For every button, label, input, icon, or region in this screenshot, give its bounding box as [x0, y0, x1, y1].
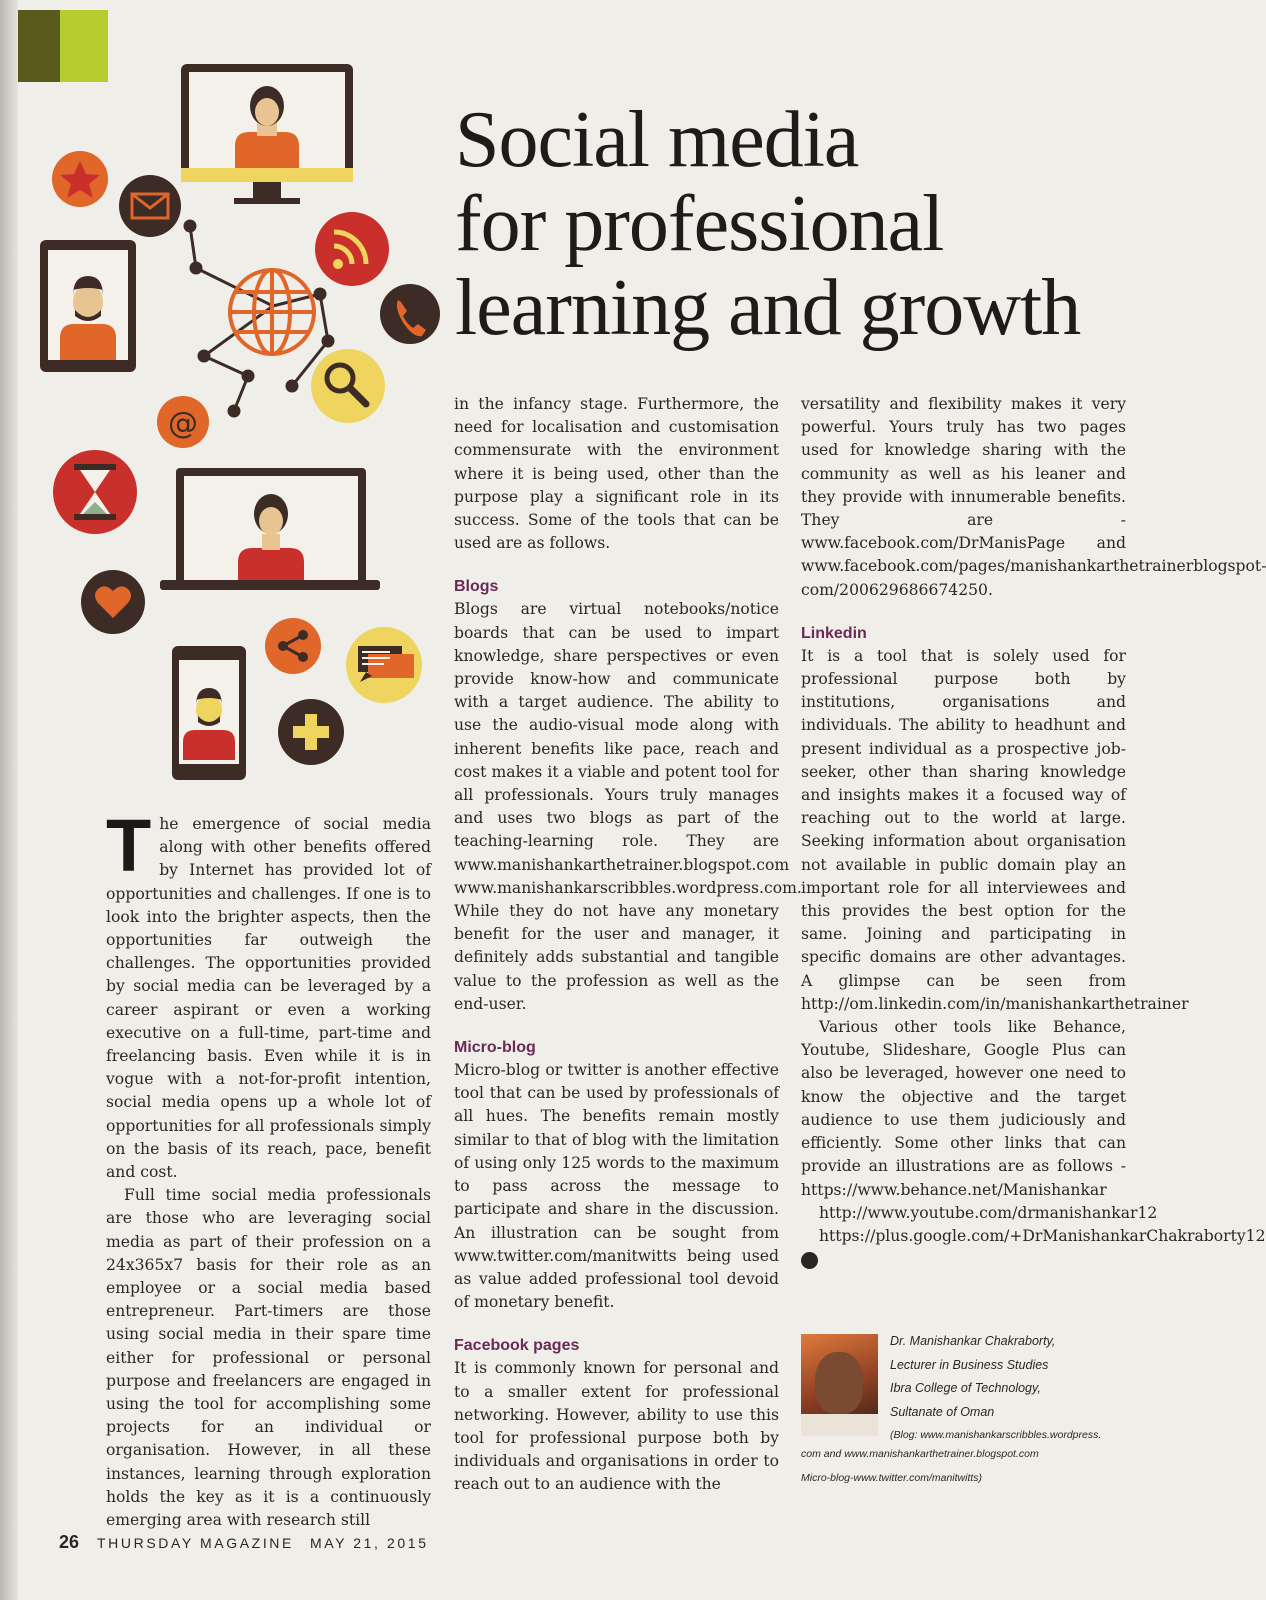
paragraph-fulltime: Full time social media professionals are those who are leveraging social media as part of their profession on a 24x365x7 basis for their role as an employee or a social media based entrepreneur. Part-timers are those using social media in their spare time either for professional or personal purpose and freelancers are engaged in using the tool for accomplishing some projects for an individual or organisation. However, in all these instances, learning through exploration holds the key as it is a continuously emerging area with research still	[106, 1186, 431, 1530]
author-shirt	[801, 1414, 878, 1436]
heading-facebook-pages: Facebook pages	[454, 1337, 580, 1355]
author-blog-line-1: (Blog: www.manishankarscribbles.wordpress.	[890, 1429, 1102, 1441]
paragraph-blogs: Blogs are virtual notebooks/notice boards that can be used to impart knowledge, share perspectives or even provide know-how and communicate with a target audience. The ability to use the audio-visual mode along with inherent benefits like pace, reach and cost makes it a viable and potent tool for all professionals. Yours truly manages and uses two blogs as part of the teaching-learning role. They are www.manishankarthetrainer.blogspot.com www.manishankarscribbles.wordpress.com. While they do not have any monetary benefit for the user and manager, it definitely adds substantial and tangible value to the profession as well as the end-user.	[454, 600, 802, 1013]
rss-icon	[315, 212, 389, 286]
search-icon	[311, 349, 385, 423]
hourglass-icon	[53, 450, 137, 534]
paragraph-other-tools: Various other tools like Behance, Youtube, Slideshare, Google Plus can also be leveraged, however one need to know the objective and the target audience to use them judiciously and efficiently. Some other links that can provide an illustrations are as follows - https://www.behance.net/Manishankar	[801, 1018, 1126, 1199]
end-mark-icon: C	[801, 1252, 818, 1269]
author-country: Sultanate of Oman	[890, 1404, 995, 1419]
title-line-1: Social media	[455, 96, 859, 184]
heart-icon	[81, 570, 145, 634]
author-role: Lecturer in Business Studies	[890, 1357, 1049, 1372]
youtube-link: http://www.youtube.com/drmanishankar12	[819, 1203, 1158, 1222]
network-lines	[185, 221, 333, 416]
share-icon	[265, 618, 321, 674]
google-plus-text: https://plus.google.com/+DrManishankarChakraborty12	[819, 1226, 1266, 1245]
mail-icon	[119, 175, 181, 237]
page-gutter-shadow	[0, 0, 18, 1600]
heading-blogs: Blogs	[454, 578, 499, 596]
page-number: 26	[59, 1532, 80, 1552]
chat-icon	[346, 627, 422, 703]
paragraph-linkedin: It is a tool that is solely used for professional purpose both by institutions, organisations and individuals. The ability to headhunt and present individual as a prospective job-seeker, other than sharing knowledge and insights makes it a focused way of reaching out to the world at large. Seeking information about organisation not available in public domain play an important role for all interviewees and this provides the best option for the same. Joining and participating in specific domains are other advantages. A glimpse can be seen from http://om.linkedin.com/in/manishankarthetrainer	[801, 646, 1189, 1013]
globe-network-icon	[230, 270, 314, 354]
google-plus-link	[801, 1225, 1266, 1271]
paragraph-infancy: in the infancy stage. Furthermore, the need for localisation and customisation commensurate with the environment where it is being used, other than the purpose play a significant role in its success. Some of the tools that can be used are as follows.	[454, 395, 779, 553]
author-photo	[801, 1334, 878, 1436]
paragraph-facebook: It is commonly known for personal and to a smaller extent for professional networking. However, ability to use this tool for professional purpose both by individuals and organisations in order to reach out to an audience with the	[454, 1359, 779, 1494]
author-byline	[890, 1330, 1180, 1448]
column-1	[106, 804, 431, 1532]
social-media-illustration	[38, 56, 448, 801]
title-line-2: for professional	[455, 180, 944, 268]
drop-cap: T	[106, 804, 152, 887]
author-links	[801, 1443, 1141, 1490]
column-2	[454, 393, 802, 1497]
title-line-3: learning and growth	[455, 264, 1081, 352]
intro-paragraph	[106, 804, 431, 1184]
page-footer	[59, 1532, 429, 1553]
intro-text: he emergence of social media along with other benefits offered by Internet has provided lot of opportunities and challenges. If one is to look into the brighter aspects, then the opportunities far outweigh the challenges. The opportunities provided by social media can be leveraged by a career aspirant or even a working executive on a full-time, part-time and freelancing basis. Even while it is in vogue with a not-for-profit intention, social media opens up a whole lot of opportunities for all professionals simply on the basis of its reach, pace, benefit and cost.	[106, 815, 431, 1182]
tablet-man-icon	[40, 240, 136, 372]
issue-date: MAY 21, 2015	[309, 1535, 429, 1551]
plus-icon	[278, 699, 344, 765]
phone-icon	[380, 284, 440, 344]
phone-man-icon	[172, 646, 246, 780]
column-3	[801, 393, 1266, 1271]
paragraph-versatility: versatility and flexibility makes it very powerful. Yours truly has two pages used for knowledge sharing with the community as well as his leaner and they provide with innumerable benefits. They are - www.facebook.com/DrManisPage and www.facebook.com/pages/manishankarthetrainerblogspot-com/200629686674250.	[801, 395, 1266, 599]
author-micro-blog: Micro-blog-www.twitter.com/manitwitts)	[801, 1471, 983, 1484]
author-blog-line-2: com and www.manishankarthetrainer.blogspot.com	[801, 1448, 1039, 1460]
article-title	[455, 98, 1175, 350]
star-icon	[52, 151, 108, 207]
author-name: Dr. Manishankar Chakraborty,	[890, 1334, 1056, 1348]
paragraph-micro-blog: Micro-blog or twitter is another effective tool that can be used by professionals of all hues. The benefits remain mostly similar to that of blog with the limitation of using only 125 words to the maximum to pass across the message to participate and share in the discussion. An illustration can be sought from www.twitter.com/manitwitts being used as value added professional tool devoid of monetary benefit.	[454, 1061, 779, 1312]
laptop-woman-icon	[160, 468, 380, 590]
at-sign-icon	[157, 396, 209, 448]
monitor-woman-icon	[181, 64, 353, 204]
author-org: Ibra College of Technology,	[890, 1381, 1041, 1395]
heading-linkedin: Linkedin	[801, 624, 867, 642]
heading-micro-blog: Micro-blog	[454, 1039, 536, 1057]
svg-text:@: @	[168, 406, 198, 441]
author-face	[815, 1352, 863, 1414]
magazine-name: THURSDAY MAGAZINE	[97, 1535, 294, 1551]
